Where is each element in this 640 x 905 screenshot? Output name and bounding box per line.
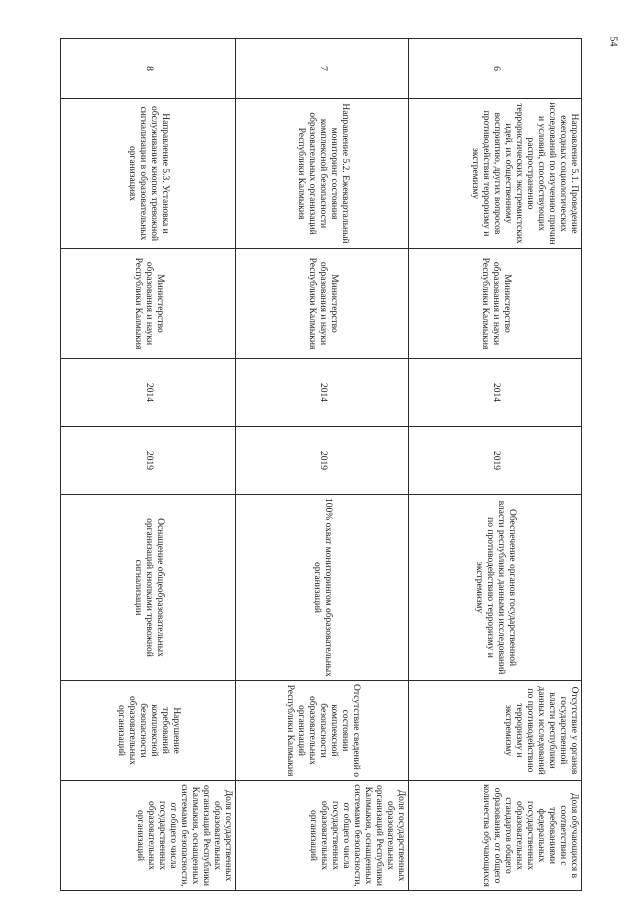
executor-cell: Министерство образования и науки Республики Калмыкия xyxy=(236,249,409,359)
risk-cell: Отсутствие сведений о состоянии комплексной безопасности образовательных организаций Республики Калмыкия xyxy=(236,681,409,781)
indicator-cell: Доля государственных образовательных организаций Республики Калмыкия, оснащенных системами безопасности, от общего числа государственных образовательных организаций xyxy=(236,781,409,891)
executor-cell: Министерство образования и науки Республики Калмыкия xyxy=(61,249,236,359)
executor-cell: Министерство образования и науки Республики Калмыкия xyxy=(409,249,582,359)
program-table xyxy=(60,38,582,891)
risk-cell: Отсутствие у органов государственной власти республики данных исследований по противодействию терроризму и экстремизму xyxy=(409,681,582,781)
result-cell: Обеспечение органов государственной власти республики данными исследований по противодействию терроризму и экстремизму xyxy=(409,495,582,681)
direction-cell: Направление 5.3. Установка и обслуживание кнопок тревожной сигнализации в образовательных организациях xyxy=(61,99,236,249)
end-year-cell: 2019 xyxy=(409,427,582,495)
table-row xyxy=(236,39,409,891)
result-cell: Оснащение общеобразовательных организаций кнопками тревожной сигнализации xyxy=(61,495,236,681)
start-year-cell: 2014 xyxy=(409,359,582,427)
table-row xyxy=(409,39,582,891)
start-year-cell: 2014 xyxy=(236,359,409,427)
risk-cell: Нарушение требований комплексной безопасности образовательных организаций xyxy=(61,681,236,781)
indicator-cell: Доля обучающихся в соответствии с требованиями федеральных государственных образовательных стандартов общего образования, от общего количества обучающихся xyxy=(409,781,582,891)
direction-cell: Направление 5.2. Ежеквартальный мониторинг состояния комплексной безопасности образовательных организаций Республики Калмыкия xyxy=(236,99,409,249)
end-year-cell: 2019 xyxy=(61,427,236,495)
direction-cell: Направление 5.1. Проведение ежегодных социологических исследований по изучению причин и условий, способствующих распространению террористических экстремистских идей, их общественному восприятию, других вопросов противодействия терроризму и экстремизму xyxy=(409,99,582,249)
end-year-cell: 2019 xyxy=(236,427,409,495)
rotated-table-wrapper xyxy=(60,38,582,890)
row-number: 7 xyxy=(236,39,409,99)
page-number: 54 xyxy=(607,36,619,47)
table-row xyxy=(61,39,236,891)
row-number: 8 xyxy=(61,39,236,99)
row-number: 6 xyxy=(409,39,582,99)
indicator-cell: Доля государственных образовательных организаций Республики Калмыкия, оснащенных системами безопасности, от общего числа государственных образовательных организаций xyxy=(61,781,236,891)
result-cell: 100% охват мониторингом образовательных организаций xyxy=(236,495,409,681)
start-year-cell: 2014 xyxy=(61,359,236,427)
